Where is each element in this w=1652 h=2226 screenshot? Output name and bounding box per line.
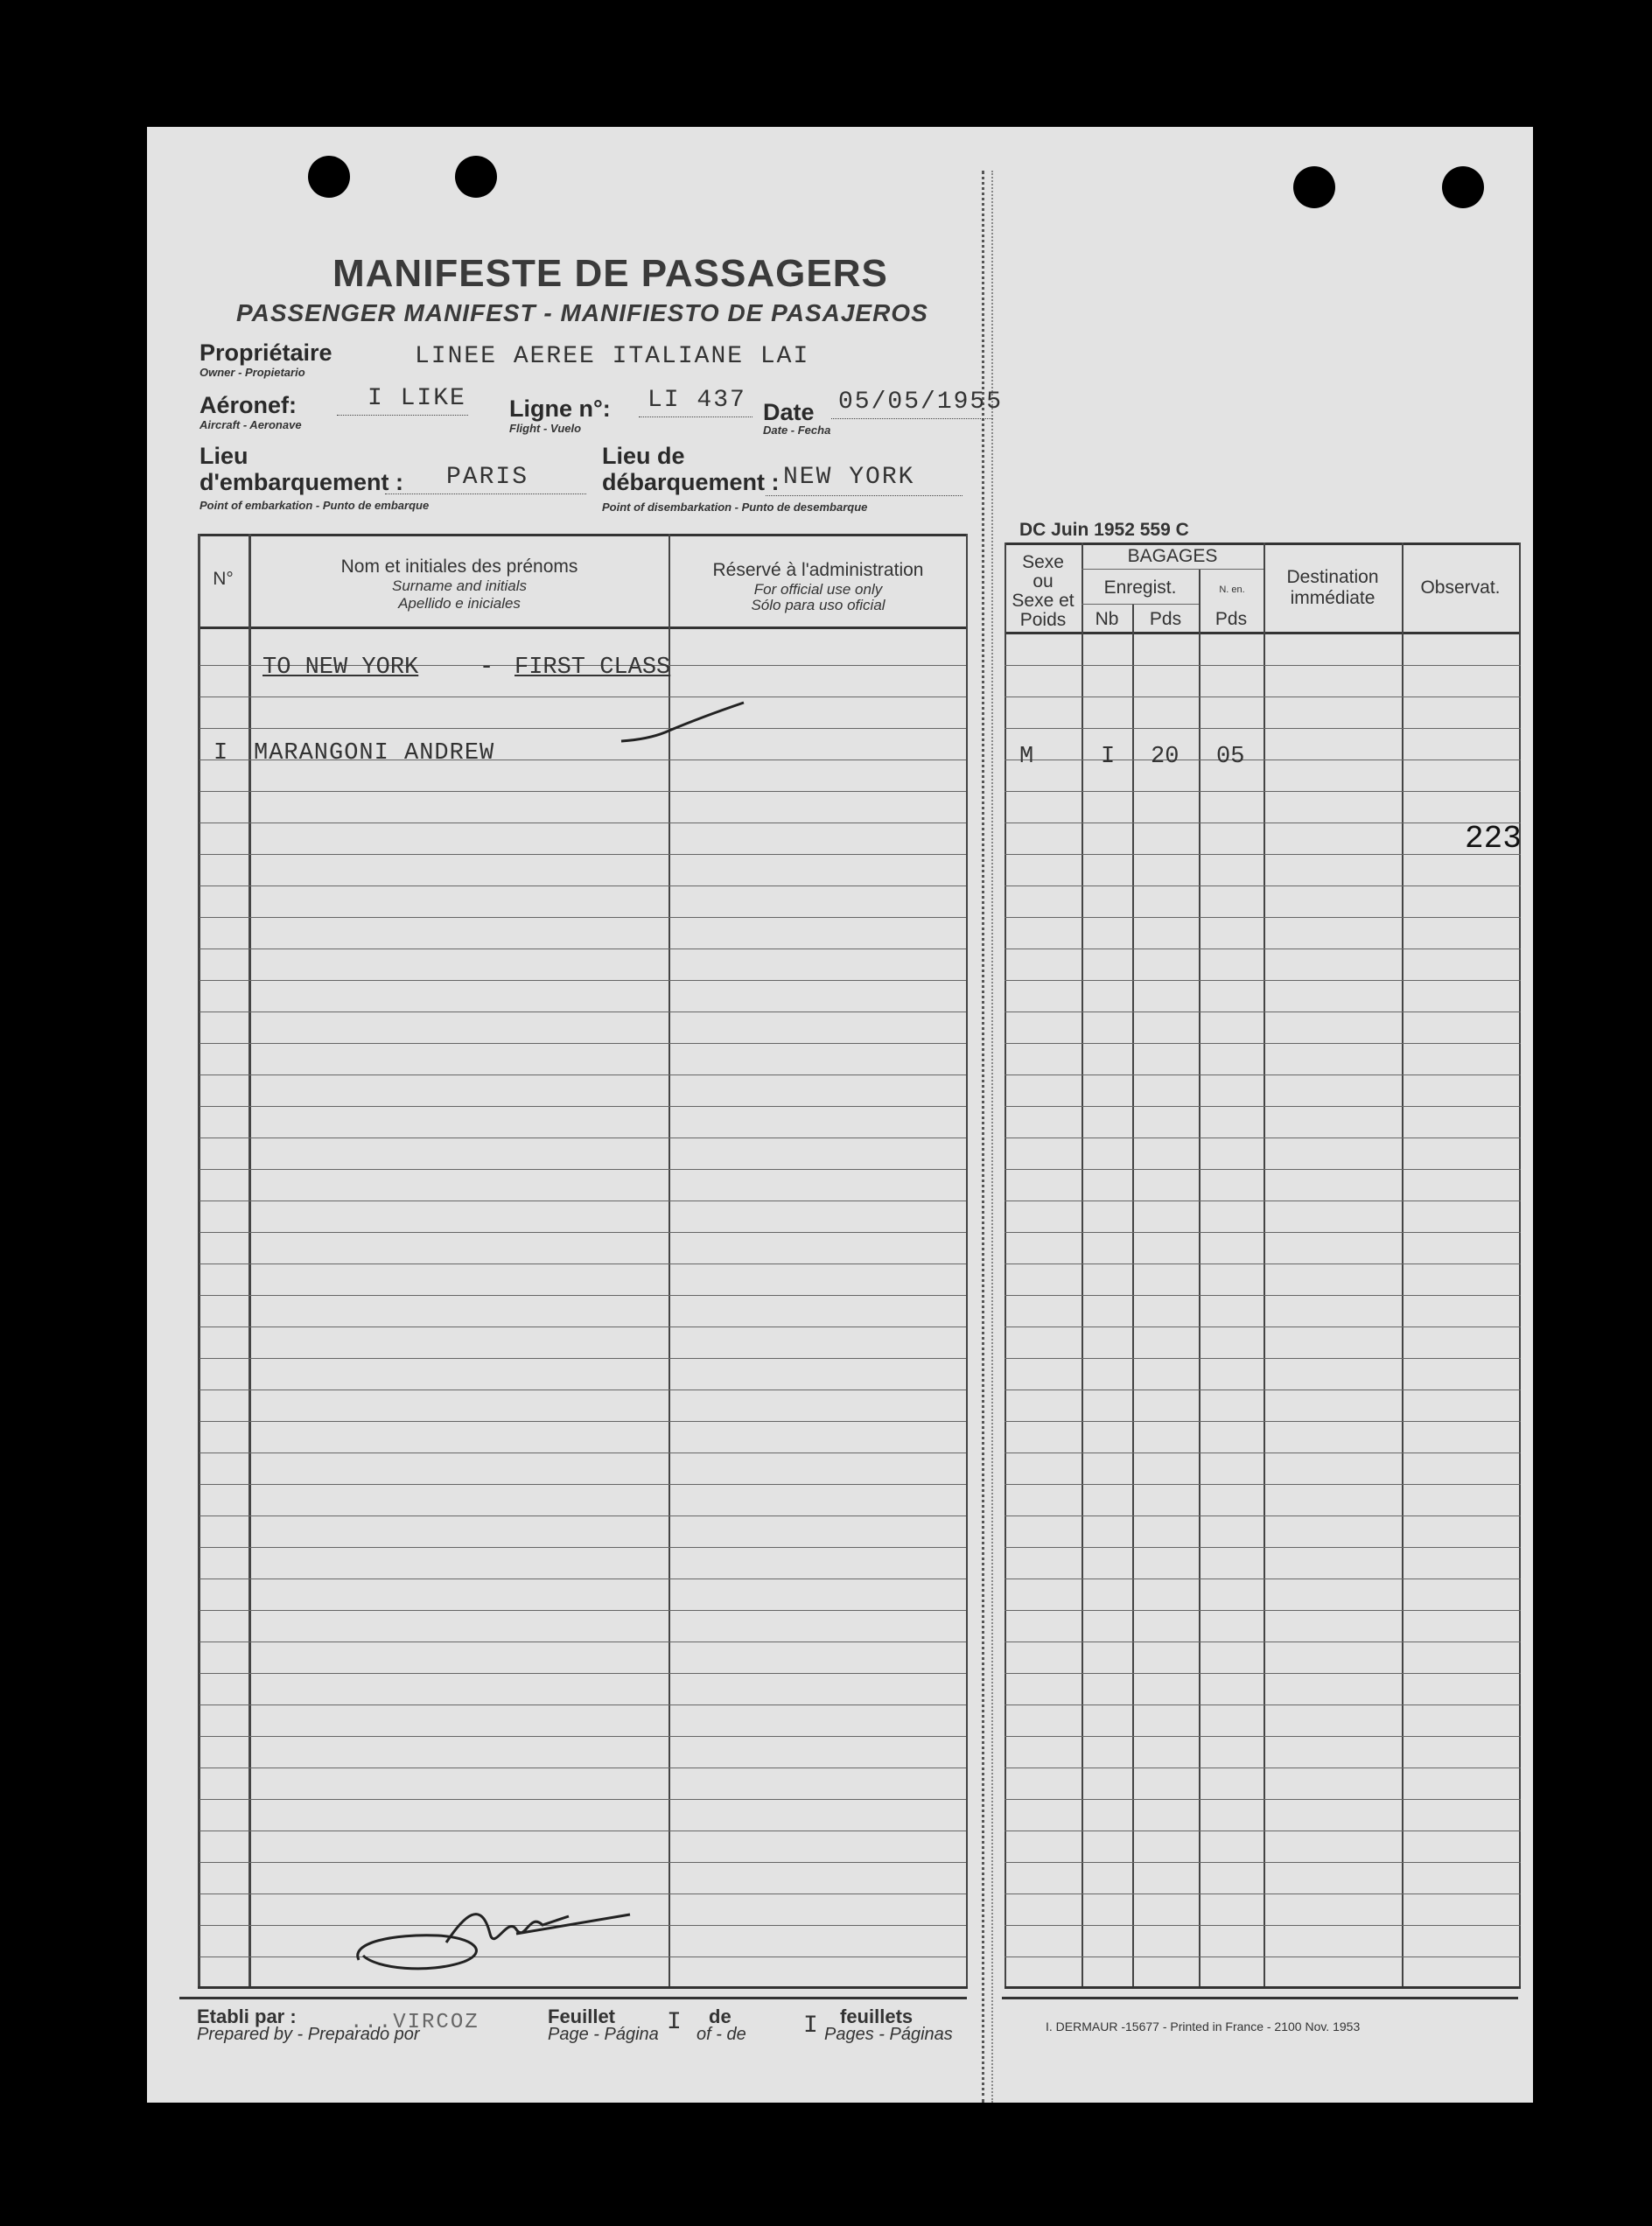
owner-value: LINEE AEREE ITALIANE LAI xyxy=(415,343,810,370)
header-no: N° xyxy=(213,569,234,589)
row-rule xyxy=(200,1326,966,1327)
check-mark-icon xyxy=(612,696,752,748)
footer-pages-label: feuillets xyxy=(840,2006,914,2027)
row-rule xyxy=(1004,791,1521,792)
passenger-sex: M xyxy=(1019,744,1034,770)
date-label: Date xyxy=(763,399,815,425)
footer-pages-sublabel: Pages - Páginas xyxy=(824,2025,953,2044)
footer-prepared-sublabel: Prepared by - Preparado por xyxy=(197,2025,420,2044)
row-rule xyxy=(1004,696,1521,697)
date-sublabel: Date - Fecha xyxy=(763,424,831,437)
row-rule xyxy=(200,1484,966,1485)
header-destination-1: Destination xyxy=(1286,567,1379,587)
owner-sublabel: Owner - Propietario xyxy=(200,366,305,379)
row-rule xyxy=(1004,1956,1521,1957)
row-rule xyxy=(200,1704,966,1705)
passenger-name: MARANGONI ANDREW xyxy=(254,740,495,766)
embarkation-sublabel: Point of embarkation - Punto de embarque xyxy=(200,499,430,512)
row-rule xyxy=(1004,665,1521,666)
row-rule xyxy=(200,1169,966,1170)
row-rule xyxy=(200,1799,966,1800)
row-rule xyxy=(1004,1799,1521,1800)
row-rule xyxy=(1004,1704,1521,1705)
disembarkation-label-2: débarquement : xyxy=(602,469,780,495)
header-bagages: BAGAGES xyxy=(1127,546,1218,566)
row-rule xyxy=(1004,1074,1521,1075)
footer-printer-line: I. DERMAUR -15677 - Printed in France - 2100 Nov. 1953 xyxy=(1046,2020,1361,2034)
header-sexe-3: Sexe et xyxy=(1012,591,1074,611)
header-name: Nom et initiales des prénoms xyxy=(340,556,578,577)
header-destination-2: immédiate xyxy=(1290,588,1376,608)
page-subtitle: PASSENGER MANIFEST - MANIFIESTO DE PASAJEROS xyxy=(236,299,928,326)
row-rule xyxy=(200,1200,966,1201)
header-admin-es: Sólo para uso oficial xyxy=(751,597,886,613)
embarkation-label-2: d'embarquement : xyxy=(200,469,403,495)
disembarkation-label-1: Lieu de xyxy=(602,443,685,469)
row-rule xyxy=(1004,1578,1521,1579)
form-code: DC Juin 1952 559 C xyxy=(1019,520,1189,540)
row-rule xyxy=(200,1358,966,1359)
perforation-line xyxy=(982,171,993,2103)
manifest-sheet xyxy=(147,127,1533,2103)
row-rule xyxy=(1004,1326,1521,1327)
row-rule xyxy=(1004,1484,1521,1485)
aircraft-label: Aéronef: xyxy=(200,392,298,418)
header-enregist: Enregist. xyxy=(1103,578,1177,598)
row-rule xyxy=(200,1452,966,1453)
row-rule xyxy=(1004,1421,1521,1422)
header-nb: Nb xyxy=(1095,609,1119,629)
section-heading-right: FIRST CLASS xyxy=(514,654,671,681)
row-rule xyxy=(1004,1452,1521,1453)
aircraft-sublabel: Aircraft - Aeronave xyxy=(200,418,302,431)
row-rule xyxy=(1004,1106,1521,1107)
flight-label: Ligne n°: xyxy=(509,396,611,422)
disembarkation-sublabel: Point of disembarkation - Punto de desembarque xyxy=(602,500,868,514)
footer-of-sublabel: of - de xyxy=(696,2025,746,2044)
footer-prepared-value: ...VIRCOZ xyxy=(350,2011,480,2034)
row-rule xyxy=(1004,822,1521,823)
header-nm: N. en. xyxy=(1219,584,1245,595)
signature-icon xyxy=(341,1881,639,1986)
footer-page-value: I xyxy=(667,2009,683,2036)
footer-page-label: Feuillet xyxy=(548,2006,616,2027)
header-admin-en: For official use only xyxy=(753,581,883,598)
row-rule xyxy=(200,1106,966,1107)
row-rule xyxy=(1004,854,1521,855)
header-sexe-4: Poids xyxy=(1019,610,1067,630)
header-name-en: Surname and initials xyxy=(391,578,528,594)
row-rule xyxy=(200,791,966,792)
owner-label: Propriétaire xyxy=(200,340,332,366)
passenger-bag-nb: I xyxy=(1101,744,1116,770)
page-title: MANIFESTE DE PASSAGERS xyxy=(332,252,888,295)
row-rule xyxy=(1004,917,1521,918)
row-rule xyxy=(1004,1673,1521,1674)
row-rule xyxy=(200,1862,966,1863)
row-rule xyxy=(200,728,966,729)
section-heading-dash: - xyxy=(480,654,494,681)
row-rule xyxy=(200,696,966,697)
row-rule xyxy=(200,980,966,981)
row-rule xyxy=(200,1547,966,1548)
row-rule xyxy=(200,1610,966,1611)
disembarkation-value: NEW YORK xyxy=(783,464,915,491)
row-rule xyxy=(200,854,966,855)
date-value: 05/05/1955 xyxy=(838,388,1004,416)
row-rule xyxy=(1004,1232,1521,1233)
row-rule xyxy=(1004,1862,1521,1863)
row-rule xyxy=(1004,1295,1521,1296)
row-rule xyxy=(1004,1169,1521,1170)
flight-value: LI 437 xyxy=(648,387,746,414)
passenger-bag-pds: 20 xyxy=(1151,744,1180,770)
header-sexe-2: ou xyxy=(1032,571,1054,592)
embarkation-label-1: Lieu xyxy=(200,443,248,469)
passenger-bag-nm: 05 xyxy=(1216,744,1245,770)
row-rule xyxy=(1004,1736,1521,1737)
row-rule xyxy=(1004,1925,1521,1926)
row-rule xyxy=(1004,1358,1521,1359)
header-name-es: Apellido e iniciales xyxy=(398,595,521,612)
section-heading-left: TO NEW YORK xyxy=(262,654,419,681)
header-sexe-1: Sexe xyxy=(1022,552,1064,572)
embarkation-value: PARIS xyxy=(446,464,529,491)
flight-sublabel: Flight - Vuelo xyxy=(509,422,582,435)
row-rule xyxy=(200,917,966,918)
footer-prepared-label: Etabli par : xyxy=(197,2006,297,2027)
row-rule xyxy=(200,1232,966,1233)
aircraft-value: I LIKE xyxy=(368,385,466,412)
row-rule xyxy=(1004,948,1521,949)
row-rule xyxy=(1004,1043,1521,1044)
row-rule xyxy=(200,1736,966,1737)
header-admin: Réservé à l'administration xyxy=(712,560,924,580)
row-rule xyxy=(200,1578,966,1579)
row-rule xyxy=(1004,1200,1521,1201)
header-pds: Pds xyxy=(1149,609,1182,629)
row-rule xyxy=(1004,728,1521,729)
side-number: 223 xyxy=(1465,821,1522,857)
punch-hole xyxy=(1442,166,1484,208)
row-rule xyxy=(200,822,966,823)
header-pds-2: Pds xyxy=(1214,609,1248,629)
row-rule xyxy=(200,1673,966,1674)
row-rule xyxy=(200,1074,966,1075)
punch-hole xyxy=(455,156,497,198)
footer-of-value: I xyxy=(803,2012,820,2040)
row-rule xyxy=(1004,1830,1521,1831)
header-observat: Observat. xyxy=(1420,578,1501,598)
row-rule xyxy=(1004,1547,1521,1548)
row-rule xyxy=(200,1043,966,1044)
row-rule xyxy=(200,1421,966,1422)
passenger-no: I xyxy=(214,740,228,766)
row-rule xyxy=(200,1830,966,1831)
row-rule xyxy=(1004,980,1521,981)
row-rule xyxy=(200,948,966,949)
row-rule xyxy=(200,1295,966,1296)
punch-hole xyxy=(1293,166,1335,208)
footer-page-sublabel: Page - Página xyxy=(548,2025,659,2044)
footer-of-label: de xyxy=(709,2006,732,2027)
punch-hole xyxy=(308,156,350,198)
row-rule xyxy=(1004,1610,1521,1611)
